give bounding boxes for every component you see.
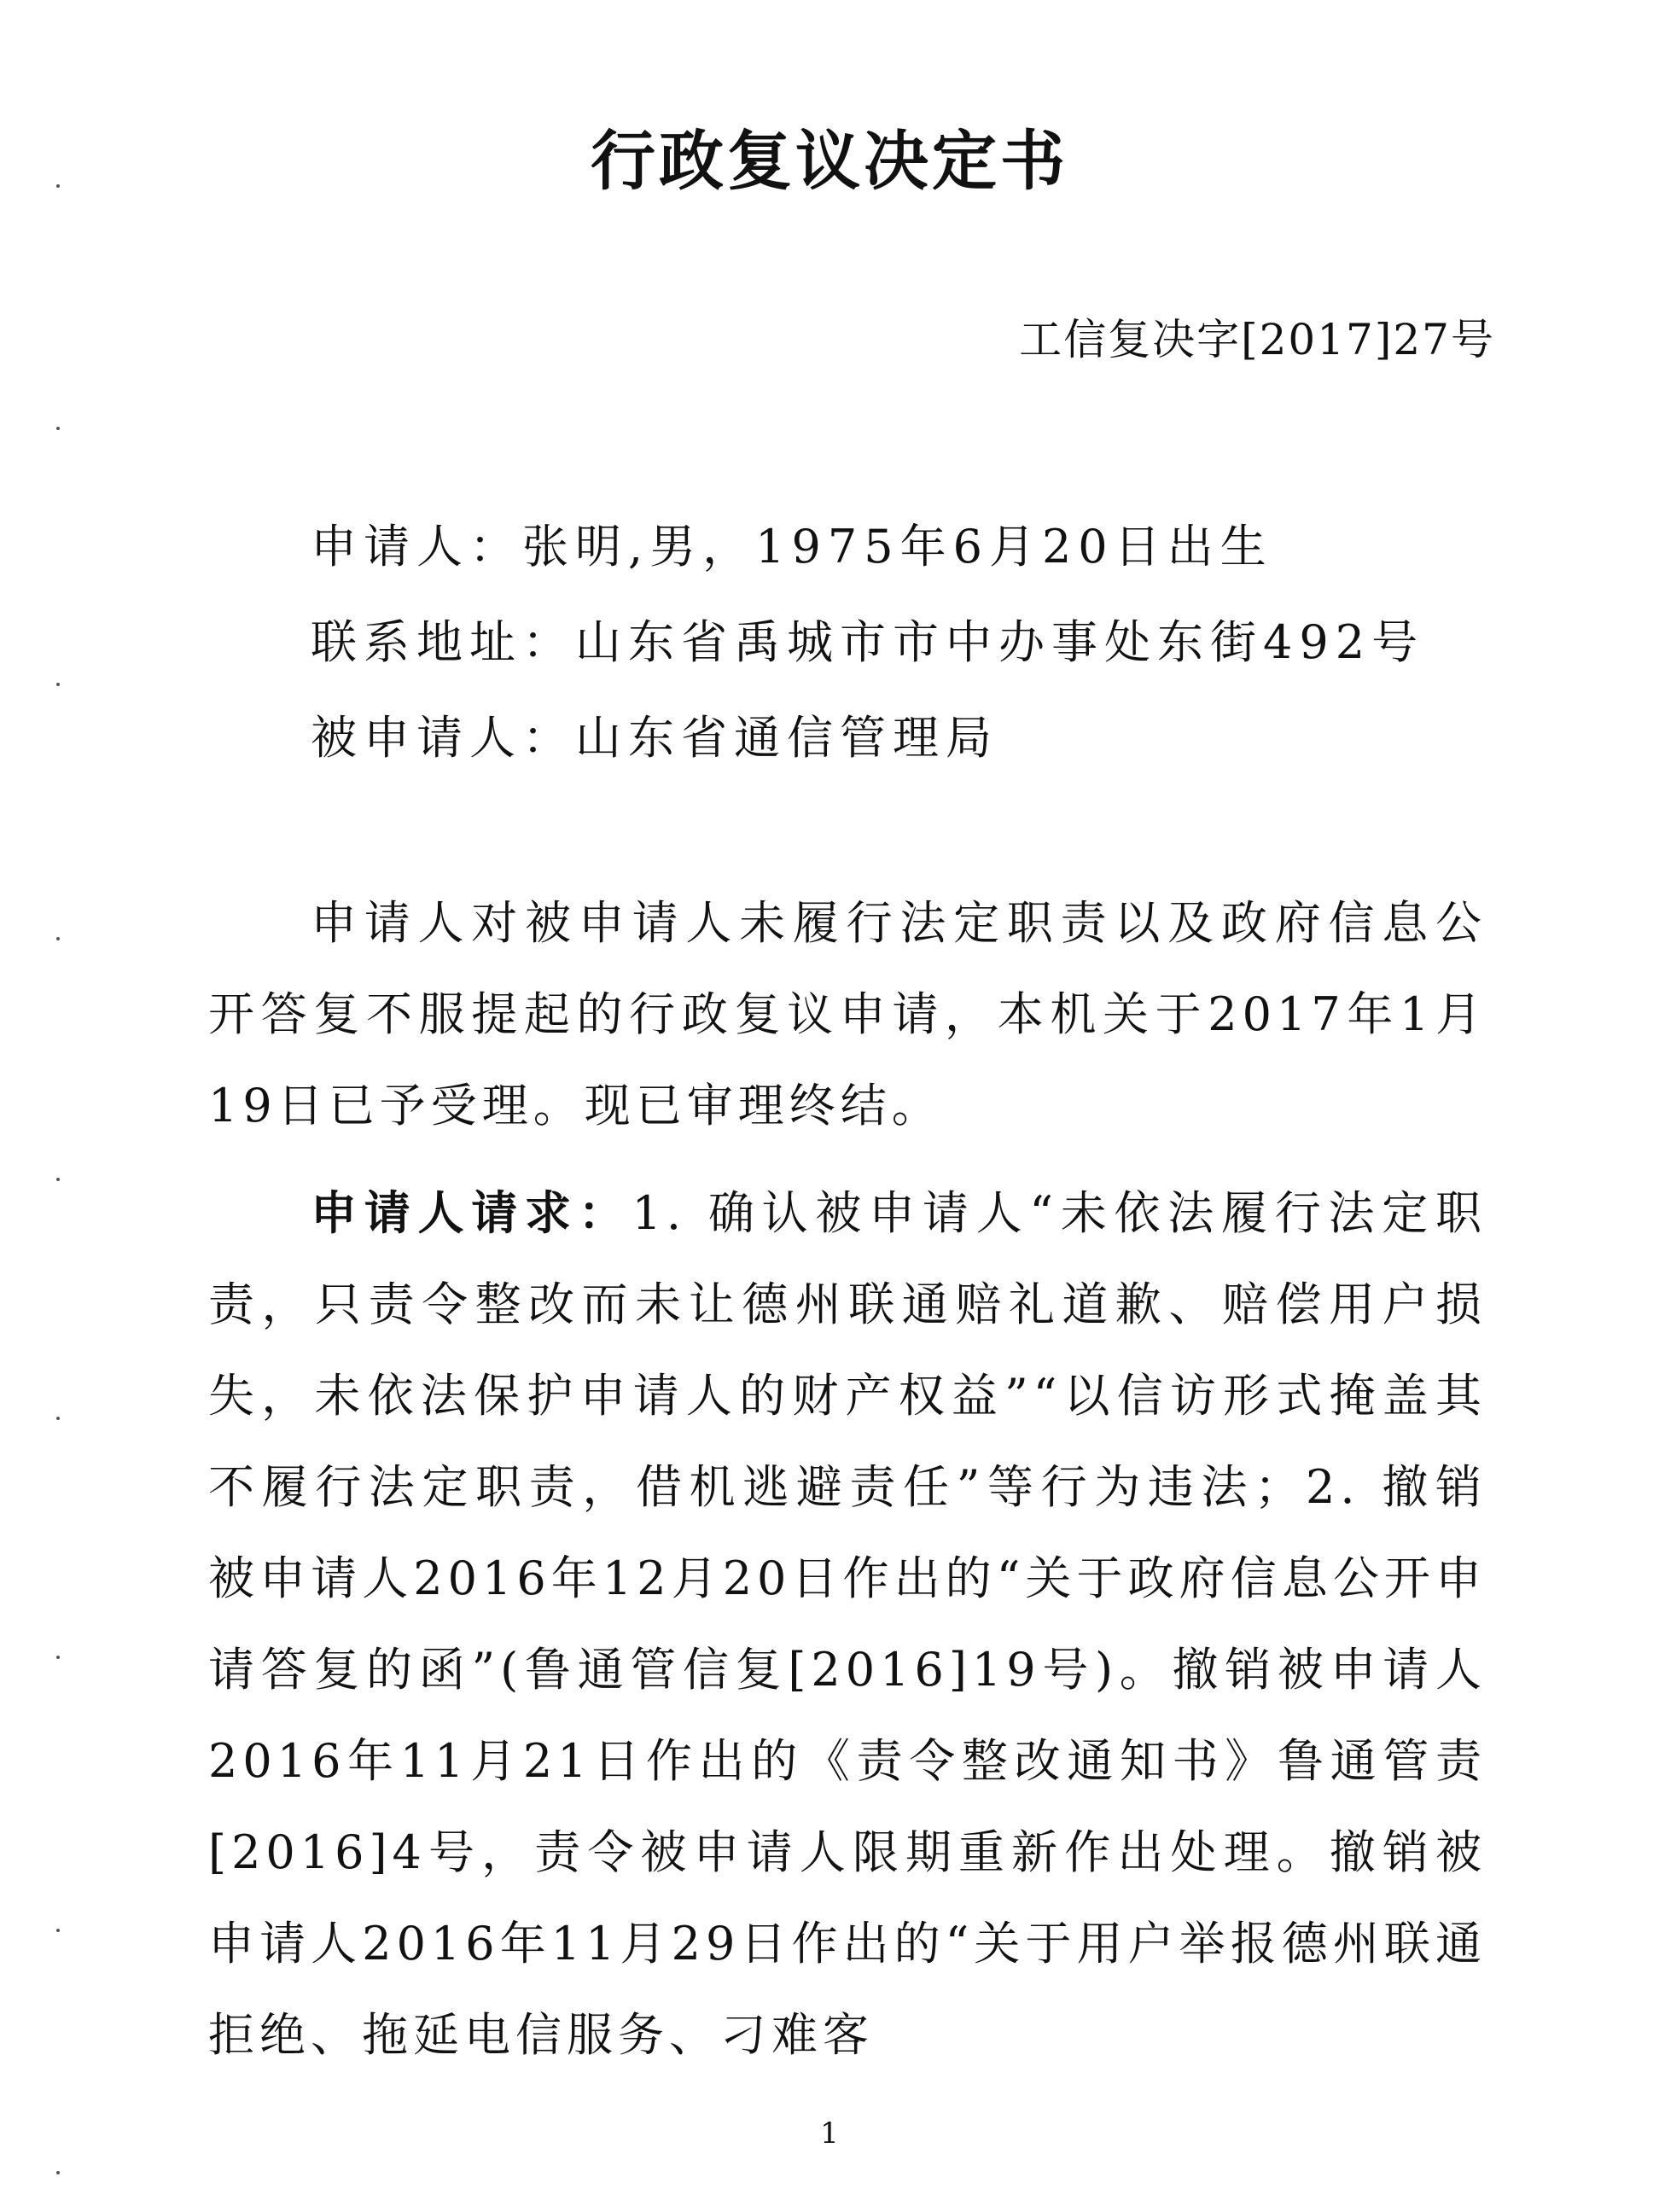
margin-dot: [56, 427, 60, 430]
request-text: 1. 确认被申请人“未依法履行法定职责，只责令整改而未让德州联通赔礼道歉、赔偿用户损失，未依法保护申请人的财产权益”“以信访形式掩盖其不履行法定职责，借机逃避责任”等行为违法；2. 撤销被申请人2016年12月20日作出的“关于政府信息公开申请答复的函”(鲁通管信复[2016]19号)。撤销被申请人2016年11月21日作出的《责令整改通知书》鲁通管责[2016]4号，责令被申请人限期重新作出处理。撤销被申请人2016年11月29日作出的“关于用户举报德州联通拒绝、拖延电信服务、刁难客: [208, 1186, 1487, 2062]
paragraph-acceptance: 申请人对被申请人未履行法定职责以及政府信息公开答复不服提起的行政复议申请，本机关于2017年1月19日已予受理。现已审理终结。: [208, 896, 1487, 1132]
margin-dot: [56, 1417, 60, 1420]
margin-dot: [56, 937, 60, 940]
respondent-line: 被申请人：山东省通信管理局: [311, 711, 998, 765]
margin-dot: [56, 1656, 60, 1659]
margin-dot: [56, 1929, 60, 1932]
request-label: 申请人请求：: [311, 1186, 632, 1240]
page-number: 1: [820, 2116, 839, 2151]
document-title: 行政复议决定书: [591, 123, 1068, 199]
margin-dot: [56, 184, 60, 188]
margin-dot: [56, 683, 60, 686]
paragraph-request: [208, 1167, 1487, 2081]
margin-dot: [56, 1178, 60, 1181]
margin-dot: [56, 2171, 60, 2174]
applicant-line: 申请人：张明,男，1975年6月20日出生: [311, 520, 1273, 573]
document-number: 工信复决字[2017]27号: [1019, 315, 1495, 364]
address-line: 联系地址：山东省禹城市市中办事处东街492号: [311, 615, 1425, 669]
